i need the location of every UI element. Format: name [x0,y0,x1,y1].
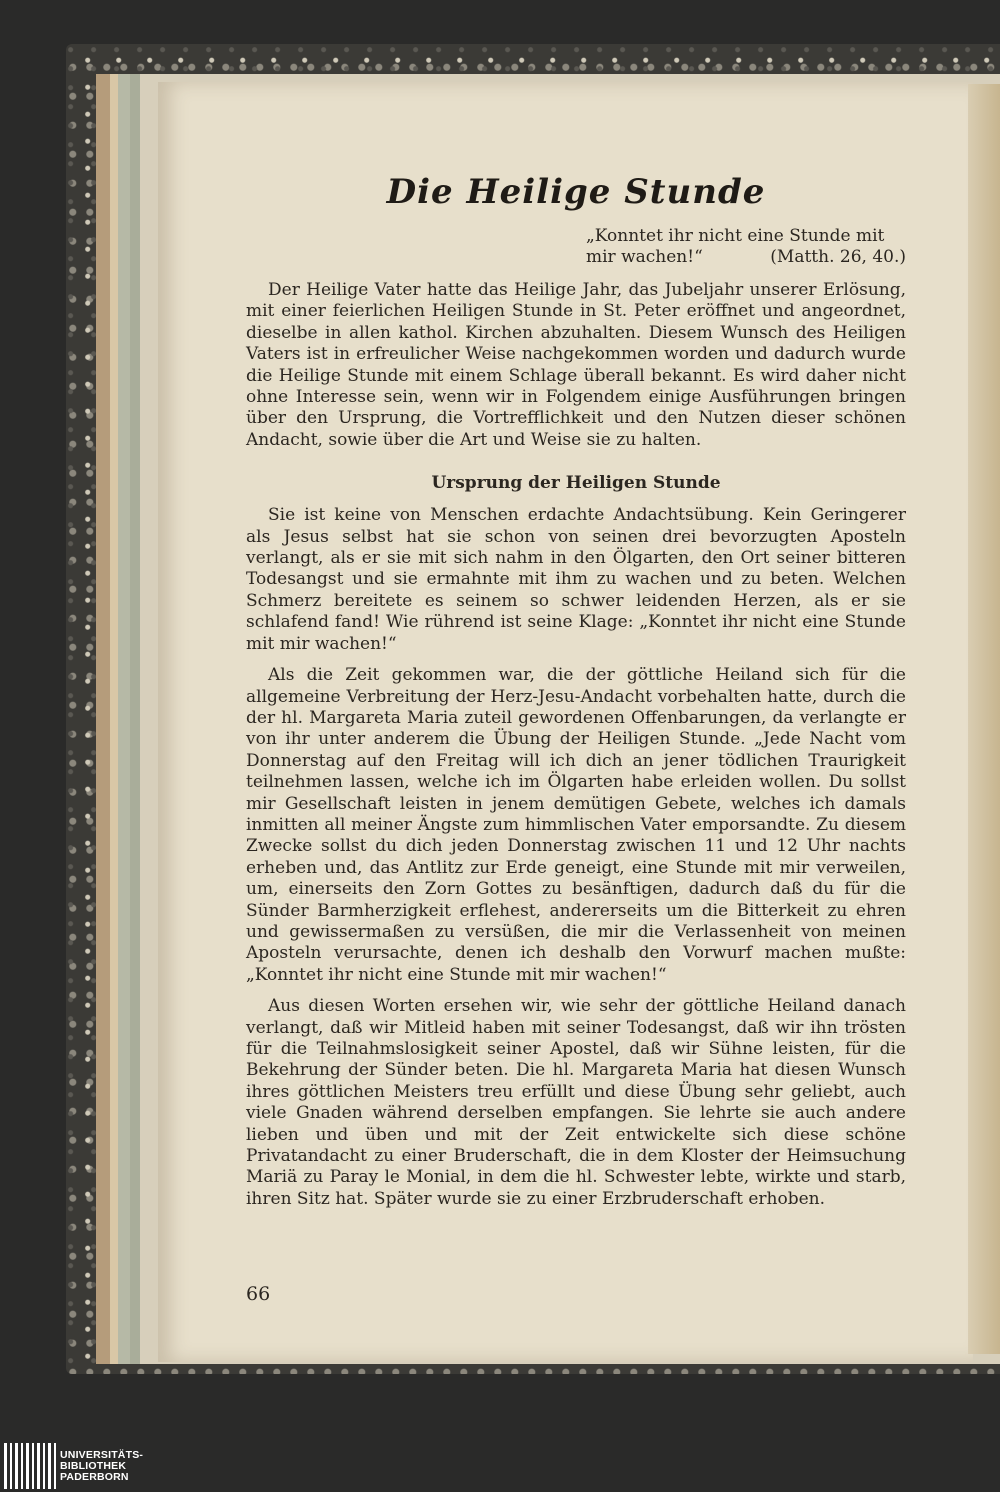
library-logo-icon [4,1443,56,1489]
motto-line-2-row [586,247,906,268]
page-number: 66 [246,1283,271,1305]
motto-line-2: mir wachen!“ [586,247,703,267]
next-page-edge [968,84,1000,1354]
motto-quote [586,226,906,268]
intro-paragraph: Der Heilige Vater hatte das Heilige Jahr, das Jubeljahr unserer Erlösung, mit einer feierlichen Heiligen Stunde in St. Peter eröffnet und angeordnet, dieselbe in allen kathol. Kirchen abzuhalten. Diesem Wunsch des Heiligen Vaters ist in erfreulicher Weise nachgekommen worden und dadurch wurde die Heilige Stunde mit einem Schlage überall bekannt. Es wird daher nicht ohne Interesse sein, wenn wir in Folgendem einige Ausführungen bringen über den Ursprung, die Vortrefflichkeit und den Nutzen dieser schönen Andacht, sowie über die Art und Weise sie zu halten. [246,280,906,450]
motto-reference: (Matth. 26, 40.) [770,247,906,267]
body-paragraph: Aus diesen Worten ersehen wir, wie sehr der göttliche Heiland danach verlangt, daß wir Mitleid haben mit seiner Todesangst, daß wir ihn trösten für die Teilnahmslosigkeit seiner Apostel, daß wir Sühne leisten, für die Bekehrung der Sünder beten. Die hl. Margareta Maria hat diesen Wunsch ihres göttlichen Meisters treu erfüllt und diese Übung sehr geliebt, auch viele Gnaden während derselben empfangen. Sie lehrte sie auch andere lieben und üben und mit der Zeit entwickelte sich diese schöne Privatandacht zu einer Bruderschaft, die in dem Kloster der Heimsuchung Mariä zu Paray le Monial, in dem die hl. Schwester lebte, wirkte und starb, ihren Sitz hat. Später wurde sie zu einer Erzbruderschaft erhoben. [246,996,906,1209]
library-logo-line-2: BIBLIOTHEK [60,1459,127,1472]
library-logo-line-1: UNIVERSITÄTS- [60,1448,144,1461]
motto-line-1: „Konntet ihr nicht eine Stunde mit [586,226,885,246]
page-content [246,168,906,1220]
body-paragraph: Sie ist keine von Menschen erdachte Andachtsübung. Kein Geringerer als Jesus selbst hat sie schon von seinen drei bevorzugten Aposteln verlangt, als er sie mit sich nahm in den Ölgarten, den Ort seiner bitteren Todesangst und sie ermahnte mit ihm zu wachen und zu beten. Welchen Schmerz bereitete es seinem so schwer leidenden Herzen, als er sie schlafend fand! Wie rührend ist seine Klage: „Konntet ihr nicht eine Stunde mit mir wachen!“ [246,505,906,654]
page-title: Die Heilige Stunde [386,172,766,212]
library-logo-text [60,1450,143,1483]
section-heading: Ursprung der Heiligen Stunde [431,473,721,494]
library-logo [0,1440,160,1492]
library-logo-line-3: PADERBORN [60,1470,129,1483]
body-paragraph: Als die Zeit gekommen war, die der göttliche Heiland sich für die allgemeine Verbreitung der Herz-Jesu-Andacht vorbehalten hatte, durch die der hl. Margareta Maria zuteil gewordenen Offenbarungen, da verlangte er von ihr unter anderem die Übung der Heiligen Stunde. „Jede Nacht vom Donnerstag auf den Freitag will ich dich an jener tödlichen Traurigkeit teilnehmen lassen, welche ich im Ölgarten habe erleiden wollen. Du sollst mir Gesellschaft leisten in jenem demütigen Gebete, welches ich damals inmitten all meiner Ängste zum himmlischen Vater emporsandte. Zu diesem Zwecke sollst du dich jeden Donnerstag zwischen 11 und 12 Uhr nachts erheben und, das Antlitz zur Erde geneigt, eine Stunde mit mir verweilen, um, einerseits den Zorn Gottes zu besänftigen, dadurch daß du für die Sünder Barmherzigkeit erflehest, andererseits um die Bitterkeit zu ehren und gewissermaßen zu versüßen, die mir die Verlassenheit von meinen Aposteln verursachte, denen ich deshalb den Vorwurf machen mußte: „Konntet ihr nicht eine Stunde mit mir wachen!“ [246,665,906,985]
